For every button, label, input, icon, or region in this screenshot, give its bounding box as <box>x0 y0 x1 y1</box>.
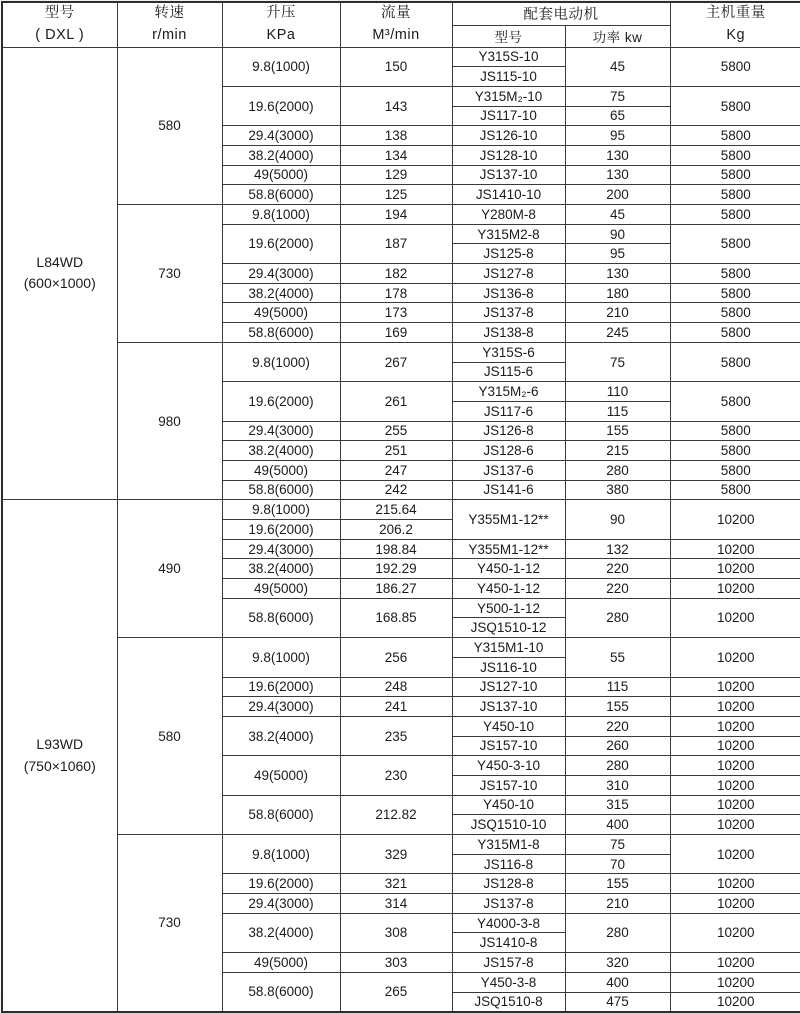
cell-weight: 10200 <box>670 972 800 992</box>
cell-weight: 5800 <box>670 283 800 303</box>
cell-flow: 134 <box>340 145 452 165</box>
cell-flow: 241 <box>340 697 452 717</box>
cell-weight: 5800 <box>670 441 800 461</box>
cell-motor-model: JS116-10 <box>452 657 565 677</box>
cell-flow: 187 <box>340 224 452 263</box>
cell-motor-model: JSQ1510-12 <box>452 618 565 638</box>
cell-weight: 10200 <box>670 638 800 677</box>
cell-weight: 10200 <box>670 677 800 697</box>
table-header <box>2 2 800 47</box>
cell-pressure: 19.6(2000) <box>222 677 340 697</box>
cell-weight: 5800 <box>670 185 800 205</box>
header-flow <box>340 2 452 47</box>
cell-flow: 265 <box>340 972 452 1011</box>
cell-weight: 10200 <box>670 697 800 717</box>
cell-motor-model: JS157-8 <box>452 953 565 973</box>
cell-speed: 730 <box>117 205 222 343</box>
cell-weight: 10200 <box>670 894 800 914</box>
cell-motor-power: 220 <box>565 579 670 599</box>
cell-motor-power: 315 <box>565 795 670 815</box>
cell-weight: 5800 <box>670 303 800 323</box>
cell-weight: 10200 <box>670 953 800 973</box>
cell-motor-power: 280 <box>565 913 670 952</box>
model-name: L93WD <box>36 735 84 752</box>
cell-motor-power: 90 <box>565 224 670 244</box>
cell-weight: 5800 <box>670 460 800 480</box>
cell-motor-model: Y450-3-8 <box>452 972 565 992</box>
cell-motor-power: 75 <box>565 86 670 106</box>
cell-weight: 5800 <box>670 480 800 500</box>
cell-weight: 10200 <box>670 795 800 815</box>
cell-flow: 129 <box>340 165 452 185</box>
cell-weight: 5800 <box>670 323 800 343</box>
header-speed-line2: r/min <box>152 26 187 43</box>
cell-pressure: 19.6(2000) <box>222 874 340 894</box>
header-speed-line1: 转速 <box>154 5 185 21</box>
cell-motor-model: Y315S-6 <box>452 342 565 362</box>
cell-speed: 730 <box>117 835 222 1012</box>
table-row <box>2 835 800 855</box>
cell-pressure: 49(5000) <box>222 953 340 973</box>
cell-motor-power: 75 <box>565 342 670 381</box>
cell-weight: 10200 <box>670 835 800 874</box>
cell-speed: 980 <box>117 342 222 500</box>
cell-motor-power: 75 <box>565 835 670 855</box>
cell-flow: 143 <box>340 86 452 125</box>
cell-weight: 10200 <box>670 992 800 1012</box>
cell-pressure: 19.6(2000) <box>222 224 340 263</box>
cell-motor-model: JS136-8 <box>452 283 565 303</box>
cell-motor-power: 400 <box>565 972 670 992</box>
cell-weight: 10200 <box>670 775 800 795</box>
cell-flow: 329 <box>340 835 452 874</box>
cell-pressure: 58.8(6000) <box>222 598 340 637</box>
cell-flow: 255 <box>340 421 452 441</box>
cell-flow: 192.29 <box>340 559 452 579</box>
cell-pressure: 19.6(2000) <box>222 86 340 125</box>
cell-flow: 251 <box>340 441 452 461</box>
cell-pressure: 9.8(1000) <box>222 638 340 677</box>
cell-flow: 169 <box>340 323 452 343</box>
cell-motor-model: Y280M-8 <box>452 205 565 225</box>
header-weight-line2: Kg <box>726 26 746 43</box>
cell-motor-model: Y355M1-12** <box>452 500 565 539</box>
cell-motor-power: 215 <box>565 441 670 461</box>
cell-pressure: 49(5000) <box>222 460 340 480</box>
cell-motor-model: JS126-8 <box>452 421 565 441</box>
cell-motor-power: 130 <box>565 264 670 284</box>
cell-flow: 308 <box>340 913 452 952</box>
cell-motor-model: JS137-10 <box>452 697 565 717</box>
header-motor-group: 配套电动机 <box>452 2 670 25</box>
cell-model <box>2 500 117 1012</box>
header-weight-line1: 主机重量 <box>705 5 766 21</box>
cell-motor-power: 132 <box>565 539 670 559</box>
table-row <box>2 342 800 362</box>
cell-motor-power: 260 <box>565 736 670 756</box>
cell-motor-power: 45 <box>565 205 670 225</box>
cell-flow: 314 <box>340 894 452 914</box>
cell-motor-model: JS115-6 <box>452 362 565 382</box>
cell-motor-model: JS141-6 <box>452 480 565 500</box>
cell-motor-model: JS125-8 <box>452 244 565 264</box>
cell-motor-model: JSQ1510-10 <box>452 815 565 835</box>
cell-weight: 10200 <box>670 539 800 559</box>
cell-weight: 5800 <box>670 264 800 284</box>
cell-motor-power: 380 <box>565 480 670 500</box>
cell-motor-power: 45 <box>565 47 670 86</box>
cell-motor-power: 130 <box>565 165 670 185</box>
cell-weight: 10200 <box>670 559 800 579</box>
cell-motor-power: 210 <box>565 303 670 323</box>
cell-motor-model: Y450-10 <box>452 716 565 736</box>
cell-motor-power: 110 <box>565 382 670 402</box>
cell-weight: 5800 <box>670 224 800 263</box>
cell-motor-power: 210 <box>565 894 670 914</box>
cell-weight: 10200 <box>670 913 800 952</box>
cell-pressure: 58.8(6000) <box>222 185 340 205</box>
cell-weight: 10200 <box>670 815 800 835</box>
cell-motor-model: JS1410-8 <box>452 933 565 953</box>
header-motor-model: 型号 <box>452 25 565 47</box>
cell-flow: 173 <box>340 303 452 323</box>
header-pressure <box>222 2 340 47</box>
cell-motor-power: 280 <box>565 598 670 637</box>
cell-flow: 212.82 <box>340 795 452 834</box>
header-flow-line2: M³/min <box>372 26 420 43</box>
cell-pressure: 29.4(3000) <box>222 894 340 914</box>
cell-flow: 321 <box>340 874 452 894</box>
cell-speed: 580 <box>117 638 222 835</box>
cell-weight: 5800 <box>670 86 800 125</box>
cell-motor-model: Y355M1-12** <box>452 539 565 559</box>
cell-weight: 5800 <box>670 165 800 185</box>
cell-pressure: 58.8(6000) <box>222 972 340 1011</box>
cell-motor-model: JS138-8 <box>452 323 565 343</box>
cell-flow: 186.27 <box>340 579 452 599</box>
cell-flow: 206.2 <box>340 520 452 540</box>
cell-speed: 580 <box>117 47 222 205</box>
cell-flow: 242 <box>340 480 452 500</box>
cell-speed: 490 <box>117 500 222 638</box>
cell-motor-model: JS137-8 <box>452 303 565 323</box>
cell-motor-model: JS137-8 <box>452 894 565 914</box>
cell-pressure: 29.4(3000) <box>222 126 340 146</box>
table-row <box>2 47 800 67</box>
cell-pressure: 49(5000) <box>222 756 340 795</box>
cell-motor-model: Y4000-3-8 <box>452 913 565 933</box>
header-flow-line1: 流量 <box>381 5 411 21</box>
cell-motor-model: JS127-10 <box>452 677 565 697</box>
cell-pressure: 58.8(6000) <box>222 480 340 500</box>
cell-motor-power: 155 <box>565 697 670 717</box>
cell-pressure: 9.8(1000) <box>222 500 340 520</box>
cell-motor-power: 70 <box>565 854 670 874</box>
cell-motor-model: JS157-10 <box>452 775 565 795</box>
cell-flow: 248 <box>340 677 452 697</box>
cell-motor-power: 90 <box>565 500 670 539</box>
cell-motor-model: Y315S-10 <box>452 47 565 67</box>
cell-flow: 303 <box>340 953 452 973</box>
cell-flow: 247 <box>340 460 452 480</box>
cell-weight: 10200 <box>670 579 800 599</box>
header-speed <box>117 2 222 47</box>
cell-pressure: 58.8(6000) <box>222 795 340 834</box>
cell-motor-model: JS128-6 <box>452 441 565 461</box>
cell-motor-power: 475 <box>565 992 670 1012</box>
cell-motor-power: 155 <box>565 874 670 894</box>
cell-pressure: 58.8(6000) <box>222 323 340 343</box>
cell-flow: 125 <box>340 185 452 205</box>
cell-motor-power: 220 <box>565 716 670 736</box>
cell-weight: 5800 <box>670 47 800 86</box>
cell-motor-power: 200 <box>565 185 670 205</box>
cell-weight: 5800 <box>670 421 800 441</box>
cell-motor-power: 220 <box>565 559 670 579</box>
cell-flow: 168.85 <box>340 598 452 637</box>
cell-flow: 261 <box>340 382 452 421</box>
cell-motor-power: 95 <box>565 244 670 264</box>
cell-pressure: 29.4(3000) <box>222 264 340 284</box>
cell-motor-power: 65 <box>565 106 670 126</box>
cell-pressure: 38.2(4000) <box>222 283 340 303</box>
cell-motor-power: 320 <box>565 953 670 973</box>
cell-pressure: 29.4(3000) <box>222 697 340 717</box>
cell-flow: 194 <box>340 205 452 225</box>
cell-motor-power: 180 <box>565 283 670 303</box>
cell-motor-power: 115 <box>565 401 670 421</box>
cell-motor-model: JS137-6 <box>452 460 565 480</box>
header-pressure-line2: KPa <box>266 26 296 43</box>
cell-weight: 10200 <box>670 756 800 776</box>
cell-weight: 5800 <box>670 382 800 421</box>
cell-motor-model: Y315M2-8 <box>452 224 565 244</box>
model-name: L84WD <box>36 253 84 270</box>
cell-motor-model: Y315M₂-6 <box>452 382 565 402</box>
cell-pressure: 9.8(1000) <box>222 835 340 874</box>
cell-motor-power: 400 <box>565 815 670 835</box>
cell-weight: 10200 <box>670 874 800 894</box>
cell-flow: 256 <box>340 638 452 677</box>
cell-pressure: 29.4(3000) <box>222 539 340 559</box>
cell-motor-model: JS128-10 <box>452 145 565 165</box>
cell-pressure: 38.2(4000) <box>222 441 340 461</box>
cell-flow: 267 <box>340 342 452 381</box>
cell-pressure: 9.8(1000) <box>222 342 340 381</box>
cell-weight: 10200 <box>670 598 800 637</box>
header-model <box>2 2 117 47</box>
cell-motor-model: JS115-10 <box>452 67 565 87</box>
cell-motor-power: 280 <box>565 460 670 480</box>
cell-motor-model: JS137-10 <box>452 165 565 185</box>
cell-motor-model: JS126-10 <box>452 126 565 146</box>
cell-motor-power: 310 <box>565 775 670 795</box>
cell-pressure: 9.8(1000) <box>222 47 340 86</box>
header-weight <box>670 2 800 47</box>
cell-weight: 5800 <box>670 126 800 146</box>
cell-weight: 10200 <box>670 716 800 736</box>
cell-pressure: 38.2(4000) <box>222 145 340 165</box>
cell-flow: 138 <box>340 126 452 146</box>
cell-motor-model: Y315M1-8 <box>452 835 565 855</box>
cell-weight: 10200 <box>670 500 800 539</box>
cell-flow: 235 <box>340 716 452 755</box>
cell-flow: 178 <box>340 283 452 303</box>
cell-pressure: 49(5000) <box>222 303 340 323</box>
cell-pressure: 49(5000) <box>222 165 340 185</box>
cell-motor-model: Y450-1-12 <box>452 579 565 599</box>
cell-motor-model: Y315M₂-10 <box>452 86 565 106</box>
cell-motor-model: JS117-6 <box>452 401 565 421</box>
header-motor-power: 功率 kw <box>565 25 670 47</box>
cell-motor-model: JS117-10 <box>452 106 565 126</box>
cell-motor-power: 95 <box>565 126 670 146</box>
model-size: (750×1060) <box>23 757 96 774</box>
cell-pressure: 38.2(4000) <box>222 559 340 579</box>
table-body <box>2 47 800 1012</box>
cell-flow: 198.84 <box>340 539 452 559</box>
cell-motor-power: 155 <box>565 421 670 441</box>
model-size: (600×1000) <box>23 275 96 292</box>
cell-motor-power: 130 <box>565 145 670 165</box>
cell-pressure: 29.4(3000) <box>222 421 340 441</box>
cell-pressure: 9.8(1000) <box>222 205 340 225</box>
cell-weight: 5800 <box>670 205 800 225</box>
table-row <box>2 638 800 658</box>
table-row <box>2 205 800 225</box>
table-row <box>2 500 800 520</box>
cell-pressure: 19.6(2000) <box>222 382 340 421</box>
cell-motor-model: Y315M1-10 <box>452 638 565 658</box>
cell-motor-power: 245 <box>565 323 670 343</box>
cell-motor-model: Y450-10 <box>452 795 565 815</box>
cell-flow: 215.64 <box>340 500 452 520</box>
cell-pressure: 19.6(2000) <box>222 520 340 540</box>
cell-flow: 150 <box>340 47 452 86</box>
cell-weight: 10200 <box>670 736 800 756</box>
cell-pressure: 49(5000) <box>222 579 340 599</box>
cell-weight: 5800 <box>670 342 800 381</box>
cell-motor-model: Y450-3-10 <box>452 756 565 776</box>
header-model-line2: ( DXL ) <box>35 26 85 43</box>
cell-flow: 230 <box>340 756 452 795</box>
cell-flow: 182 <box>340 264 452 284</box>
cell-motor-model: Y500-1-12 <box>452 598 565 618</box>
cell-motor-model: JS1410-10 <box>452 185 565 205</box>
cell-motor-power: 115 <box>565 677 670 697</box>
header-pressure-line1: 升压 <box>266 5 296 21</box>
blower-spec-table <box>1 1 800 1013</box>
header-row-1 <box>2 2 800 25</box>
cell-motor-model: JS128-8 <box>452 874 565 894</box>
cell-motor-power: 55 <box>565 638 670 677</box>
cell-weight: 5800 <box>670 145 800 165</box>
cell-motor-model: JS157-10 <box>452 736 565 756</box>
cell-motor-model: JS116-8 <box>452 854 565 874</box>
spec-sheet <box>0 1 800 1010</box>
header-model-line1: 型号 <box>44 5 75 21</box>
cell-pressure: 38.2(4000) <box>222 913 340 952</box>
cell-motor-model: JS127-8 <box>452 264 565 284</box>
cell-model <box>2 47 117 500</box>
cell-motor-model: Y450-1-12 <box>452 559 565 579</box>
cell-pressure: 38.2(4000) <box>222 716 340 755</box>
cell-motor-power: 280 <box>565 756 670 776</box>
cell-motor-model: JSQ1510-8 <box>452 992 565 1012</box>
